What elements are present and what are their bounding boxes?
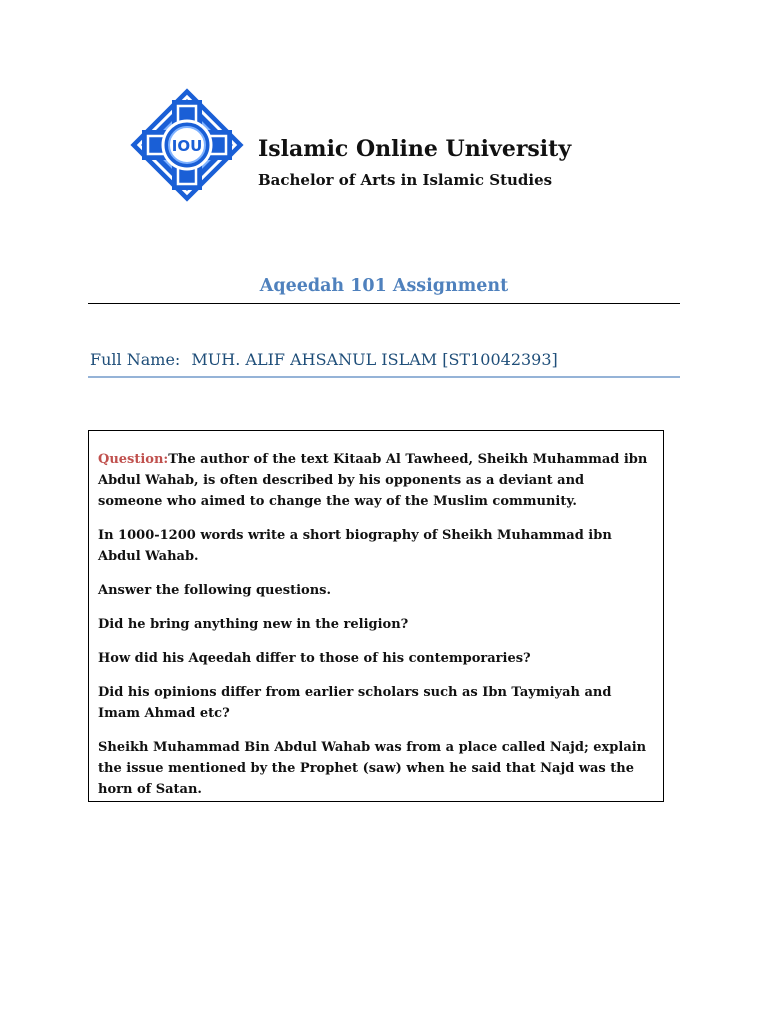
question-paragraph: How did his Aqeedah differ to those of his contemporaries? [98, 651, 531, 666]
assignment-title: Aqeedah 101 Assignment [259, 276, 509, 296]
question-paragraph: Sheikh Muhammad Bin Abdul Wahab was from a place called Najd; explain the issue mentioned by the Prophet (saw) when he said that Najd was the horn of Satan. [98, 740, 647, 797]
university-name: Islamic Online University [258, 136, 572, 162]
name-divider [88, 376, 680, 378]
full-name-value: MUH. ALIF AHSANUL ISLAM [ST10042393] [191, 350, 558, 369]
question-intro [98, 449, 653, 512]
university-logo [128, 86, 246, 204]
question-intro-text: The author of the text Kitaab Al Tawheed, Sheikh Muhammad ibn Abdul Wahab, is often described by his opponents as a deviant and someone who aimed to change the way of the Muslim community. [98, 452, 648, 509]
question-paragraph: Did his opinions differ from earlier scholars such as Ibn Taymiyah and Imam Ahmad etc? [98, 685, 612, 721]
question-label: Question: [98, 452, 169, 467]
logo-lettering: IOU [171, 137, 203, 155]
question-box [88, 430, 664, 802]
program-name: Bachelor of Arts in Islamic Studies [258, 171, 553, 189]
title-divider [88, 303, 680, 304]
question-paragraph: Did he bring anything new in the religion? [98, 617, 409, 632]
student-name-row [90, 350, 558, 369]
question-paragraph: Answer the following questions. [98, 583, 331, 598]
full-name-label: Full Name: [90, 350, 181, 369]
question-paragraph: In 1000-1200 words write a short biography of Sheikh Muhammad ibn Abdul Wahab. [98, 528, 612, 564]
iou-logo-icon [128, 86, 246, 204]
